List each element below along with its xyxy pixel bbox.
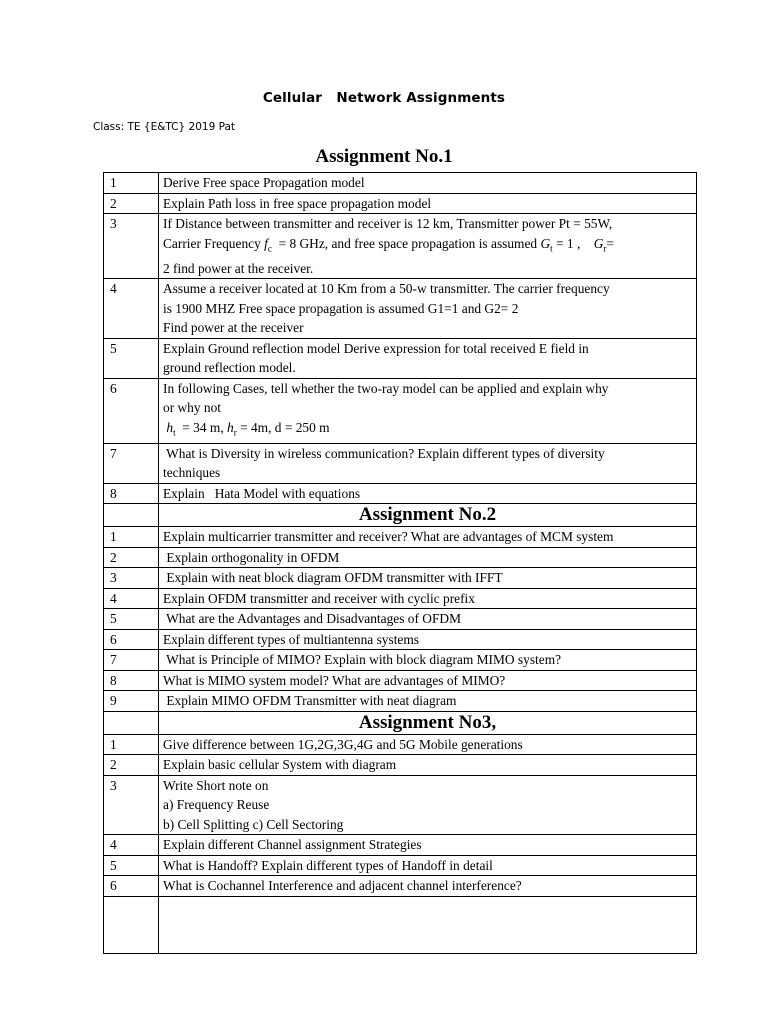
question-number: 9 xyxy=(104,691,159,712)
question-text: What is Cochannel Interference and adjacent channel interference? xyxy=(159,876,697,897)
table-row xyxy=(104,173,697,194)
table-row xyxy=(104,443,697,483)
text-span: = xyxy=(606,235,614,251)
question-number: 4 xyxy=(104,588,159,609)
question-line: ground reflection model. xyxy=(163,360,296,376)
math-subscript: r xyxy=(603,243,607,254)
question-text: Explain MIMO OFDM Transmitter with neat diagram xyxy=(159,691,697,712)
question-text: What is MIMO system model? What are advantages of MIMO? xyxy=(159,670,697,691)
table-row xyxy=(104,855,697,876)
question-text: What is Principle of MIMO? Explain with block diagram MIMO system? xyxy=(159,650,697,671)
text-span: = 8 GHz, and free space propagation is assumed xyxy=(271,235,541,251)
question-number: 5 xyxy=(104,855,159,876)
table-row xyxy=(104,691,697,712)
empty-row xyxy=(104,896,697,953)
assignment-1-heading: Assignment No.1 xyxy=(315,146,453,167)
question-line xyxy=(163,418,692,443)
class-line: Class: TE {E&TC} 2019 Pat xyxy=(93,121,236,133)
assignments-table xyxy=(103,172,697,954)
question-line: In following Cases, tell whether the two-ray model can be applied and explain why xyxy=(163,380,609,396)
table-row xyxy=(104,650,697,671)
question-text xyxy=(159,279,697,339)
question-number: 3 xyxy=(104,568,159,589)
question-text: What is Handoff? Explain different types of Handoff in detail xyxy=(159,855,697,876)
section-row xyxy=(104,711,697,734)
question-number: 3 xyxy=(104,214,159,279)
math-symbol: h xyxy=(227,419,234,435)
table-row xyxy=(104,670,697,691)
table-row xyxy=(104,629,697,650)
text-span: = 34 m, xyxy=(175,419,228,435)
table-row xyxy=(104,588,697,609)
math-subscript: c xyxy=(267,243,272,254)
empty-cell xyxy=(159,896,697,953)
question-text: Explain different Channel assignment Strategies xyxy=(159,835,697,856)
question-text xyxy=(159,214,697,279)
question-number: 4 xyxy=(104,835,159,856)
question-text xyxy=(159,378,697,443)
question-number: 2 xyxy=(104,193,159,214)
question-text: Explain Hata Model with equations xyxy=(159,483,697,504)
table-row xyxy=(104,214,697,279)
question-number: 2 xyxy=(104,755,159,776)
text-span: Carrier Frequency xyxy=(163,235,265,251)
text-span: = 1 , xyxy=(552,235,594,251)
question-line: Assume a receiver located at 10 Km from a 50-w transmitter. The carrier frequency xyxy=(163,281,610,297)
table-row xyxy=(104,378,697,443)
question-line xyxy=(163,234,692,259)
table-row xyxy=(104,527,697,548)
table-row xyxy=(104,279,697,339)
empty-cell xyxy=(104,504,159,527)
question-number: 7 xyxy=(104,650,159,671)
question-text: Give difference between 1G,2G,3G,4G and 5G Mobile generations xyxy=(159,734,697,755)
table-row xyxy=(104,568,697,589)
text-span: = 4m, d = 250 m xyxy=(236,419,330,435)
question-text: Explain basic cellular System with diagram xyxy=(159,755,697,776)
math-symbol: G xyxy=(593,235,604,251)
question-number: 1 xyxy=(104,734,159,755)
question-line: If Distance between transmitter and receiver is 12 km, Transmitter power Pt = 55W, xyxy=(163,216,613,231)
table-row xyxy=(104,609,697,630)
question-text xyxy=(159,775,697,835)
question-number: 1 xyxy=(104,527,159,548)
question-number: 3 xyxy=(104,775,159,835)
question-line: Find power at the receiver xyxy=(163,320,304,336)
empty-cell xyxy=(104,711,159,734)
document-title: Cellular Network Assignments xyxy=(262,90,506,106)
question-number: 6 xyxy=(104,876,159,897)
question-line: a) Frequency Reuse xyxy=(163,797,270,813)
question-text: Explain orthogonality in OFDM xyxy=(159,547,697,568)
question-line: techniques xyxy=(163,465,221,481)
question-text: Explain different types of multiantenna systems xyxy=(159,629,697,650)
question-number: 5 xyxy=(104,609,159,630)
question-text xyxy=(159,338,697,378)
question-line: Explain Ground reflection model Derive expression for total received E field in xyxy=(163,340,589,356)
question-number: 4 xyxy=(104,279,159,339)
question-line: What is Diversity in wireless communication? Explain different types of diversity xyxy=(163,445,605,461)
question-text: Explain Path loss in free space propagation model xyxy=(159,193,697,214)
question-text: Explain with neat block diagram OFDM transmitter with IFFT xyxy=(159,568,697,589)
question-number: 8 xyxy=(104,483,159,504)
question-number: 2 xyxy=(104,547,159,568)
question-line: Write Short note on xyxy=(163,777,269,793)
assignment-2-heading: Assignment No.2 xyxy=(159,504,697,527)
table-row xyxy=(104,775,697,835)
question-text: Explain multicarrier transmitter and receiver? What are advantages of MCM system xyxy=(159,527,697,548)
assignment-3-heading: Assignment No3, xyxy=(159,711,697,734)
math-subscript: t xyxy=(173,427,176,438)
question-line: 2 find power at the receiver. xyxy=(163,260,314,276)
math-symbol: f xyxy=(264,235,268,251)
math-subscript: r xyxy=(233,427,237,438)
question-number: 6 xyxy=(104,378,159,443)
table-row xyxy=(104,193,697,214)
table-row xyxy=(104,547,697,568)
question-text xyxy=(159,443,697,483)
empty-cell xyxy=(104,896,159,953)
table-row xyxy=(104,338,697,378)
table-row xyxy=(104,755,697,776)
math-subscript: t xyxy=(550,243,553,254)
question-text: Derive Free space Propagation model xyxy=(159,173,697,194)
math-symbol: G xyxy=(540,235,551,251)
question-text: Explain OFDM transmitter and receiver with cyclic prefix xyxy=(159,588,697,609)
question-line: or why not xyxy=(163,400,222,416)
question-number: 8 xyxy=(104,670,159,691)
table-row xyxy=(104,483,697,504)
question-line: b) Cell Splitting c) Cell Sectoring xyxy=(163,816,344,832)
question-line: is 1900 MHZ Free space propagation is assumed G1=1 and G2= 2 xyxy=(163,300,519,316)
question-text: What are the Advantages and Disadvantages of OFDM xyxy=(159,609,697,630)
section-row xyxy=(104,504,697,527)
question-number: 5 xyxy=(104,338,159,378)
question-number: 6 xyxy=(104,629,159,650)
question-number: 7 xyxy=(104,443,159,483)
question-number: 1 xyxy=(104,173,159,194)
table-row xyxy=(104,876,697,897)
table-row xyxy=(104,734,697,755)
math-symbol: h xyxy=(166,419,174,435)
table-row xyxy=(104,835,697,856)
